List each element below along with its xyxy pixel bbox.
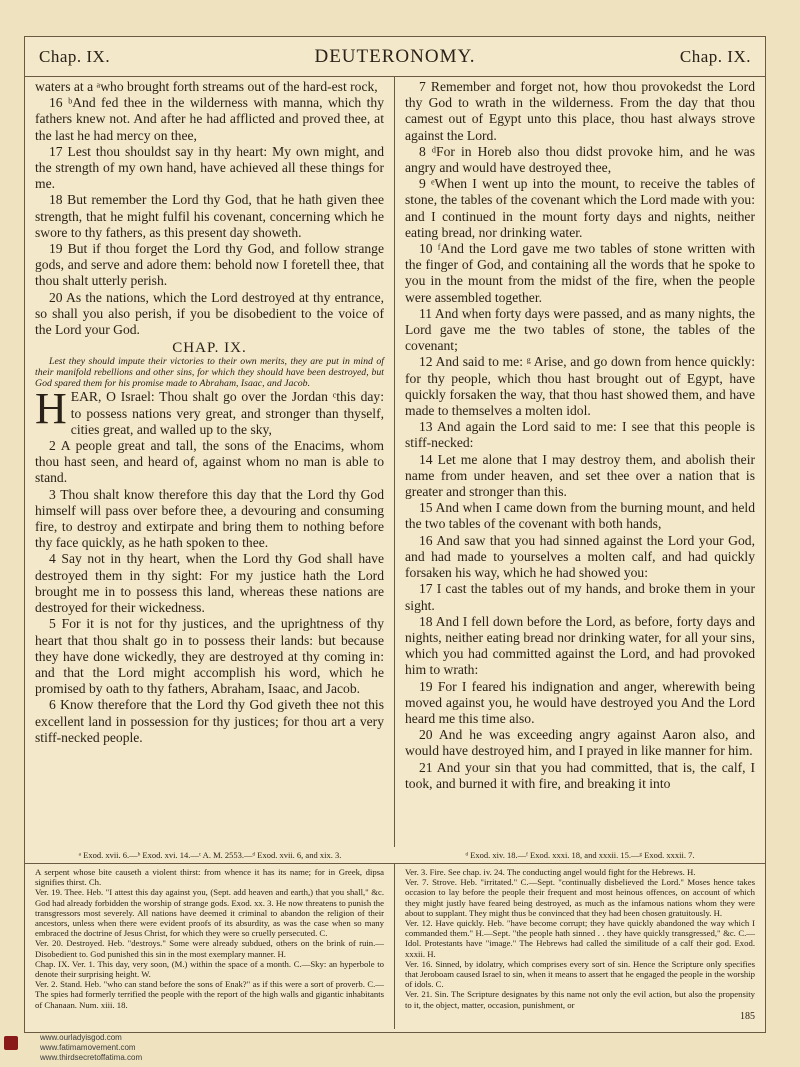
header-chapter-right: Chap. IX. [679, 46, 751, 66]
running-header [25, 37, 765, 77]
verse: 4 Say not in thy heart, when the Lord thy God shall have destroyed them in thy sight: For my justice hath the Lord brought me in to possess this land, whereas these nations are destroyed for their wickedness. [35, 551, 384, 616]
verse: waters at a ᵃwho brought forth streams out of the hard-est rock, [35, 79, 378, 94]
verse: 12 And said to me: ᵍ Arise, and go down from hence quickly: for thy people, which thou hast brought out of Egypt, have quickly forsaken the way, that thou hast showed them, and have made to themselves a molten idol. [405, 354, 755, 419]
book-title: DEUTERONOMY. [314, 45, 476, 67]
cross-references [25, 847, 765, 864]
verse: 6 Know therefore that the Lord thy God giveth thee not this excellent land in possession for thy justices; for thou art a very stiff-necked people. [35, 697, 384, 745]
notes-left-column [25, 863, 395, 1029]
verse: 11 And when forty days were passed, and as many nights, the Lord gave me the two tables of stone, the tables of the covenant; [405, 305, 755, 354]
seal-icon [4, 1036, 18, 1050]
verse: 16 ᵇAnd fed thee in the wilderness with manna, which thy fathers knew not. And after he had afflicted and proved thee, at the last he had mercy on thee, [35, 95, 384, 143]
notes-right-column [395, 863, 765, 1029]
left-column [25, 77, 395, 847]
verse: 17 I cast the tables out of my hands, and broke them in your sight. [405, 581, 755, 613]
verse-text: EAR, O Israel: Thou shalt go over the Jordan ᶜthis day: to possess nations very great, and stronger than thyself, cities great, and walled up to the sky, [70, 389, 384, 437]
text-columns [25, 77, 765, 847]
website-link[interactable]: www.fatimamovement.com [40, 1043, 136, 1052]
verse: 13 And again the Lord said to me: I see that this people is stiff-necked: [405, 419, 755, 451]
verse: 7 Remember and forget not, how thou provokedst the Lord thy God to wrath in the wilderness. From the day that thou camest out of Egypt unto this place, thou hast always strove against the Lord. [405, 79, 755, 143]
verse: 21 And your sin that you had committed, that is, the calf, I took, and burned it with fire, and breaking it into [405, 759, 755, 791]
page-number: 185 [740, 1010, 755, 1022]
verse: 10 ᶠAnd the Lord gave me two tables of stone written with the finger of God, and containing all the words that he spoke to you in the mount from the midst of the fire, when the people were assembled together. [405, 241, 755, 305]
drop-cap: H [35, 384, 67, 434]
verse: 20 And he was exceeding angry against Aaron also, and would have destroyed him, and I prayed in like manner for him. [405, 727, 755, 759]
verse: 9 ᵉWhen I went up into the mount, to receive the tables of stone, the tables of the covenant which the Lord made with you: and I continued in the mount forty days and nights, neither eating bread, nor drinking water. [405, 176, 755, 240]
note: Ver. 7. Strove. Heb. "irritated." C.—Sept. "continually disbelieved the Lord." Moses hence takes occasion to lay before the people their frequent and most heinous offences, on account of which they might justly have feared being destroyed, as much as the infamous nations whom they were about to supplant. They might thus be convinced that they had been chosen gratuitously. H. [405, 877, 755, 918]
right-column [395, 77, 765, 847]
website-link[interactable]: www.ourladyisgod.com [40, 1033, 122, 1042]
verse: 18 But remember the Lord thy God, that he hath given thee strength, that he might fulfil his covenant, concerning which he swore to thy fathers, as this present day showeth. [35, 192, 384, 240]
note: Ver. 2. Stand. Heb. "who can stand before the sons of Enak?" as if this were a sort of proverb. C.—The spies had formerly terrified the people with the report of the high walls and gigantic inhabitants of Chanaan. Num. xiii. 18. [35, 979, 384, 1010]
note: Ver. 21. Sin. The Scripture designates by this name not only the evil action, but also the propensity to it, the object, matter, occasion, punishment, or [405, 989, 755, 1010]
website-link[interactable]: www.thirdsecretoffatima.com [40, 1053, 143, 1062]
cross-reference-left: ᵃ Exod. xvii. 6.—ᵇ Exod. xvi. 14.—ᶜ A. M. 2553.—ᵈ Exod. xvii. 6, and xix. 3. [78, 850, 342, 860]
verse-first [35, 384, 384, 438]
verse: 2 A people great and tall, the sons of the Enacims, whom thou hast seen, and heard of, against whom no man is able to stand. [35, 438, 384, 486]
note: Chap. IX. Ver. 1. This day, very soon, (M.) within the space of a month. C.—Sky: an hyperbole to denote their surprising height. W. [35, 958, 384, 980]
note: Ver. 20. Destroyed. Heb. "destroys." Some were already subdued, others on the brink of ruin.—Disobedient to. God punished this sin in the most exemplary manner. H. [35, 938, 384, 959]
note: Ver. 16. Sinned, by idolatry, which comprises every sort of sin. Hence the Scripture only specifies that Jeroboam caused Israel to sin, when it means to assert that he engaged the people in the worship of idols. C. [405, 958, 755, 990]
verse: 16 And saw that you had sinned against the Lord your God, and had made to yourselves a molten calf, and had quickly forsaken his way, which he had showed you: [405, 532, 755, 581]
verse: 17 Lest thou shouldst say in thy heart: My own might, and the strength of my own hand, have achieved all these things for me. [35, 143, 384, 192]
verse: 19 But if thou forget the Lord thy God, and follow strange gods, and serve and adore them: behold now I foretell thee, that thou shalt utterly perish. [35, 241, 384, 289]
verse: 8 ᵈFor in Horeb also thou didst provoke him, and he was angry and would have destroyed thee, [405, 143, 755, 176]
commentary-notes [25, 863, 765, 1029]
verse: 3 Thou shalt know therefore this day that the Lord thy God himself will pass over before thee, a devouring and consuming fire, to destroy and extirpate and bring them to nothing before thy face quickly, as he hath spoken to thee. [35, 486, 384, 551]
verse: 19 For I feared his indignation and anger, wherewith being moved against you, he would have destroyed you And the Lord heard me this time also. [405, 678, 755, 726]
chapter-heading: CHAP. IX. [172, 340, 247, 357]
chapter-summary: Lest they should impute their victories to their own merits, they are put in mind of their manifold rebellions and other sins, for which they should have been destroyed, but God spared them for his promise made to Abraham, Isaac, and Jacob. [35, 356, 384, 390]
website-watermark [24, 1033, 142, 1063]
note: Ver. 3. Fire. See chap. iv. 24. The conducting angel would fight for the Hebrews. H. [405, 867, 696, 877]
verse: 5 For it is not for thy justices, and the uprightness of thy heart that thou shalt go in to possess their lands: but because they have done wickedly, they are destroyed at thy coming in: and that the Lord might accomplish his word, which he promised by oath to thy fathers, Abraham, Isaac, and Jacob. [35, 616, 384, 697]
note: Ver. 19. Thee. Heb. "I attest this day against you, (Sept. add heaven and earth,) that you shall," &c. God had already forbidden the worship of strange gods. Exod. xx. 3. He now threatens to punish the transgressors most severely. All nations have deemed it criminal to abandon the religion of their ancestors, unless when there were evident proofs of its absurdity, as was the case when so many embraced the doctrine of Jesus Christ, for which they were so cruelly persecuted. C. [35, 887, 384, 939]
note: Ver. 12. Have quickly. Heb. "have become corrupt; they have quickly abandoned the way which I commanded them." H.—Sept. "the people hath sinned . . they have quickly transgressed," &c. C.—Idol. Protestants have "image." The Hebrews had called the similitude of a calf their god. Exod. xxxii. H. [405, 918, 755, 959]
bible-page [24, 36, 766, 1033]
header-chapter-left: Chap. IX. [39, 46, 111, 66]
verse: 14 Let me alone that I may destroy them, and abolish their name from under heaven, and set thee over a nation that is greater and stronger than this. [405, 451, 755, 500]
verse: 15 And when I came down from the burning mount, and held the two tables of the covenant with both hands, [405, 500, 755, 532]
cross-reference-right: ᵈ Exod. xiv. 18.—ᶠ Exod. xxxi. 18, and xxxii. 15.—ᵍ Exod. xxxii. 7. [465, 850, 695, 860]
verse: 18 And I fell down before the Lord, as before, forty days and nights, neither eating bread nor drinking water, for all your sins, which you had committed against the Lord, and had provoked him to wrath: [405, 613, 755, 678]
verse: 20 As the nations, which the Lord destroyed at thy entrance, so shall you also perish, if you be disobedient to the voice of the Lord your God. [35, 289, 384, 338]
note: A serpent whose bite causeth a violent thirst: from whence it has its name; for in Greek, dipsa signifies thirst. Ch. [35, 867, 384, 888]
